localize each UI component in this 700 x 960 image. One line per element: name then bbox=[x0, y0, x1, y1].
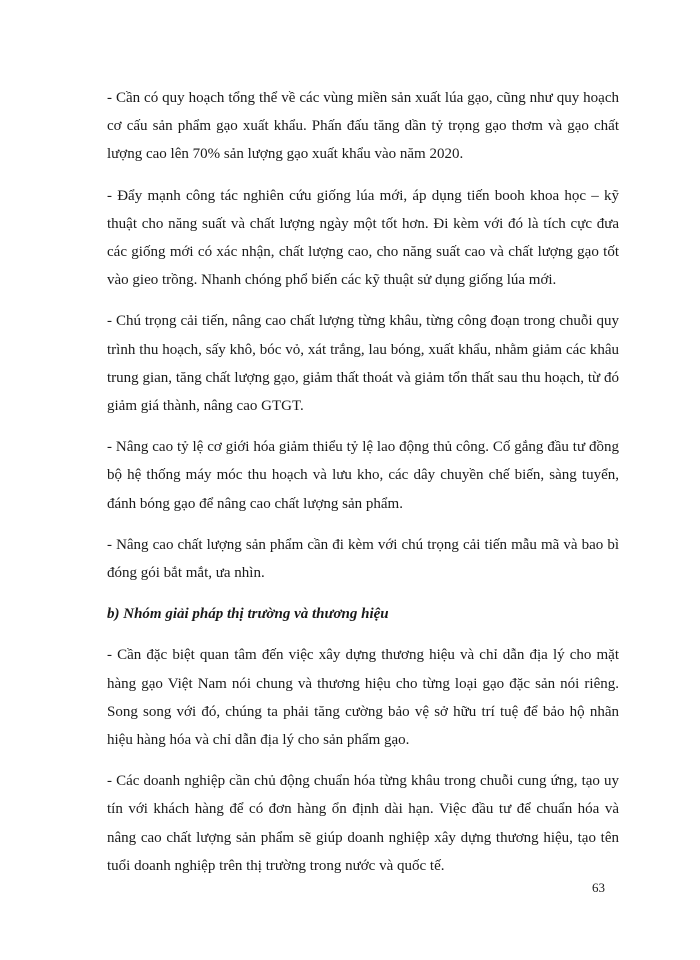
paragraph-zoning-plan: - Cần có quy hoạch tổng thể về các vùng miền sản xuất lúa gạo, cũng như quy hoạch cơ cấu sản phẩm gạo xuất khẩu. Phấn đấu tăng dần tỷ trọng gạo thơm và gạo chất lượng cao lên 70% sản lượng gạo xuất khẩu vào năm 2020. bbox=[107, 90, 619, 163]
paragraph-process-improvement: - Chú trọng cải tiến, nâng cao chất lượng từng khâu, từng công đoạn trong chuỗi quy trình thu hoạch, sấy khô, bóc vỏ, xát trắng, lau bóng, xuất khẩu, nhằm giảm các khâu trung gian, tăng chất lượng gạo, giảm thất thoát và giảm tổn thất sau thu hoạch, từ đó giảm giá thành, nâng cao GTGT. bbox=[107, 313, 619, 415]
paragraph-packaging: - Nâng cao chất lượng sản phẩm cần đi kèm với chú trọng cải tiến mẫu mã và bao bì đóng gói bắt mắt, ưa nhìn. bbox=[107, 536, 619, 582]
paragraph-mechanization: - Nâng cao tỷ lệ cơ giới hóa giảm thiểu tỷ lệ lao động thủ công. Cố gắng đầu tư đồng bộ hệ thống máy móc thu hoạch và lưu kho, các dây chuyền chế biến, sàng tuyển, đánh bóng gạo để nâng cao chất lượng sản phẩm. bbox=[107, 439, 619, 512]
document-page bbox=[107, 84, 619, 893]
paragraph-seed-research: - Đẩy mạnh công tác nghiên cứu giống lúa mới, áp dụng tiến booh khoa học – kỹ thuật cho năng suất và chất lượng ngày một tốt hơn. Đi kèm với đó là tích cực đưa các giống mới có xác nhận, chất lượng cao, cho năng suất cao và chất lượng gạo tốt vào gieo trồng. Nhanh chóng phổ biến các kỹ thuật sử dụng giống lúa mới. bbox=[107, 187, 619, 289]
section-heading-market-brand: b) Nhóm giải pháp thị trường và thương hiệu bbox=[107, 606, 389, 623]
paragraph-brand-building: - Cần đặc biệt quan tâm đến việc xây dựng thương hiệu và chỉ dẫn địa lý cho mặt hàng gạo Việt Nam nói chung và thương hiệu cho từng loại gạo đặc sản nói riêng. Song song với đó, chúng ta phải tăng cường bảo vệ sở hữu trí tuệ để bảo hộ nhãn hiệu hàng hóa và chỉ dẫn địa lý cho sản phẩm gạo. bbox=[107, 647, 619, 749]
paragraph-supply-chain: - Các doanh nghiệp cần chủ động chuẩn hóa từng khâu trong chuỗi cung ứng, tạo uy tín với khách hàng để có đơn hàng ổn định dài hạn. Việc đầu tư để chuẩn hóa và nâng cao chất lượng sản phẩm sẽ giúp doanh nghiệp xây dựng thương hiệu, tạo tên tuổi doanh nghiệp trên thị trường trong nước và quốc tế. bbox=[107, 773, 619, 874]
page-number: 63 bbox=[592, 880, 605, 895]
